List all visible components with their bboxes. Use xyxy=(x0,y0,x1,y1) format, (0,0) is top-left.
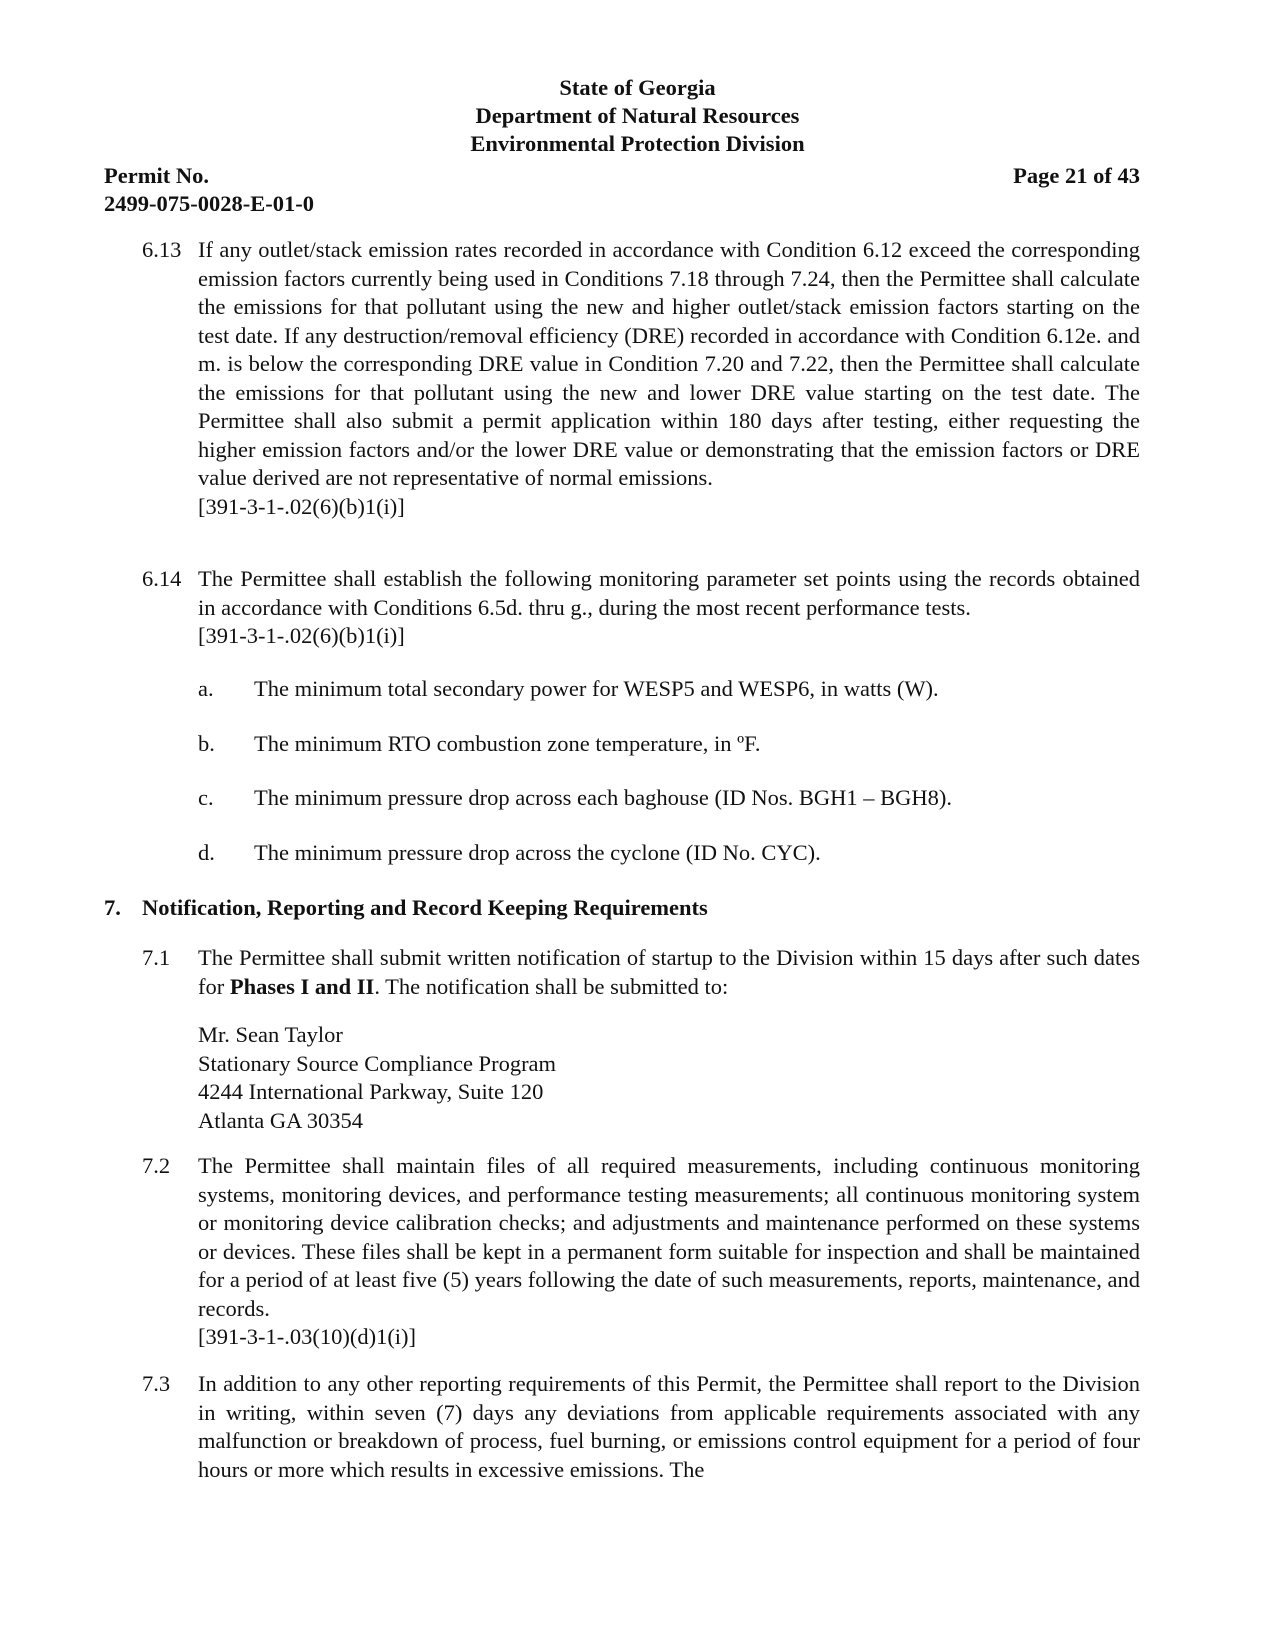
mailing-address xyxy=(198,1021,556,1135)
document-header xyxy=(0,74,1275,158)
condition-6-13-text xyxy=(198,236,1140,521)
condition-7-3-body: In addition to any other reporting requirements of this Permit, the Permittee shall report to the Division in writing, within seven (7) days any deviations from applicable requirements associated with any malfunction or breakdown of process, fuel burning, or emissions control equipment for a period of four hours or more which results in excessive emissions. The xyxy=(198,1371,1140,1482)
condition-7-1-number: 7.1 xyxy=(142,945,171,970)
condition-7-2-citation: [391-3-1-.03(10)(d)1(i)] xyxy=(198,1324,417,1349)
list-item-letter-b: b. xyxy=(198,731,215,756)
list-item-text-c: The minimum pressure drop across each baghouse (ID Nos. BGH1 – BGH8). xyxy=(254,785,952,810)
condition-6-14-body: The Permittee shall establish the following monitoring parameter set points using the records obtained in accordance with Conditions 6.5d. thru g., during the most recent performance tests. xyxy=(198,566,1140,620)
list-item-text-d: The minimum pressure drop across the cyclone (ID No. CYC). xyxy=(254,840,821,865)
permit-number: 2499-075-0028-E-01-0 xyxy=(104,191,314,216)
header-division: Environmental Protection Division xyxy=(470,131,805,156)
condition-7-2-body: The Permittee shall maintain files of all required measurements, including continuous monitoring systems, monitoring devices, and performance testing measurements; all continuous monitoring system or monitoring device calibration checks; and adjustments and maintenance performed on these systems or devices. These files shall be kept in a permanent form suitable for inspection and shall be maintained for a period of at least five (5) years following the date of such measurements, reports, maintenance, and records. xyxy=(198,1153,1140,1321)
list-item-letter-c: c. xyxy=(198,785,214,810)
header-department: Department of Natural Resources xyxy=(475,103,800,128)
list-item-text-b: The minimum RTO combustion zone temperature, in ºF. xyxy=(254,731,761,756)
condition-6-14-text xyxy=(198,565,1140,651)
address-name: Mr. Sean Taylor xyxy=(198,1022,343,1047)
list-item-text-a: The minimum total secondary power for WESP5 and WESP6, in watts (W). xyxy=(254,676,939,701)
address-city: Atlanta GA 30354 xyxy=(198,1107,363,1133)
address-street: 4244 International Parkway, Suite 120 xyxy=(198,1079,544,1104)
section-number: 7. xyxy=(104,895,121,920)
list-item-letter-a: a. xyxy=(198,676,214,701)
condition-7-1-phases: Phases I and II xyxy=(229,973,375,999)
condition-7-3-text xyxy=(198,1370,1140,1484)
condition-7-1-body: The Permittee shall submit written notification of startup to the Division within 15 days after such dates for xyxy=(198,945,1140,999)
condition-7-3-number: 7.3 xyxy=(142,1371,171,1396)
condition-6-13-body: If any outlet/stack emission rates recorded in accordance with Condition 6.12 exceed the corresponding emission factors currently being used in Conditions 7.18 through 7.24, then the Permittee shall calculate the emissions for that pollutant using the new and higher outlet/stack emission factors starting on the test date. If any destruction/removal efficiency (DRE) recorded in accordance with Condition 6.12e. and m. is below the corresponding DRE value in Condition 7.20 and 7.22, then the Permittee shall calculate the emissions for that pollutant using the new and lower DRE value starting on the test date. The Permittee shall also submit a permit application within 180 days after testing, either requesting the higher emission factors and/or the lower DRE value or demonstrating that the emission factors or DRE value derived are not representative of normal emissions. xyxy=(198,237,1140,490)
section-heading xyxy=(104,894,708,923)
permit-label: Permit No. xyxy=(104,163,209,188)
condition-7-1-body-end: . The notification shall be submitted to: xyxy=(374,973,729,999)
address-program: Stationary Source Compliance Program xyxy=(198,1050,557,1076)
list-item-letter-d: d. xyxy=(198,840,215,865)
condition-6-14-number: 6.14 xyxy=(142,566,182,591)
condition-6-13-citation: [391-3-1-.02(6)(b)1(i)] xyxy=(198,493,405,519)
condition-7-2-text xyxy=(198,1152,1140,1352)
condition-7-2-number: 7.2 xyxy=(142,1153,171,1178)
condition-7-1-text xyxy=(198,944,1140,1001)
header-state: State of Georgia xyxy=(559,75,716,100)
condition-6-13-number: 6.13 xyxy=(142,237,182,262)
section-title: Notification, Reporting and Record Keeping Requirements xyxy=(142,895,708,920)
page-number: Page 21 of 43 xyxy=(1013,163,1140,188)
condition-6-14-citation: [391-3-1-.02(6)(b)1(i)] xyxy=(198,623,405,648)
